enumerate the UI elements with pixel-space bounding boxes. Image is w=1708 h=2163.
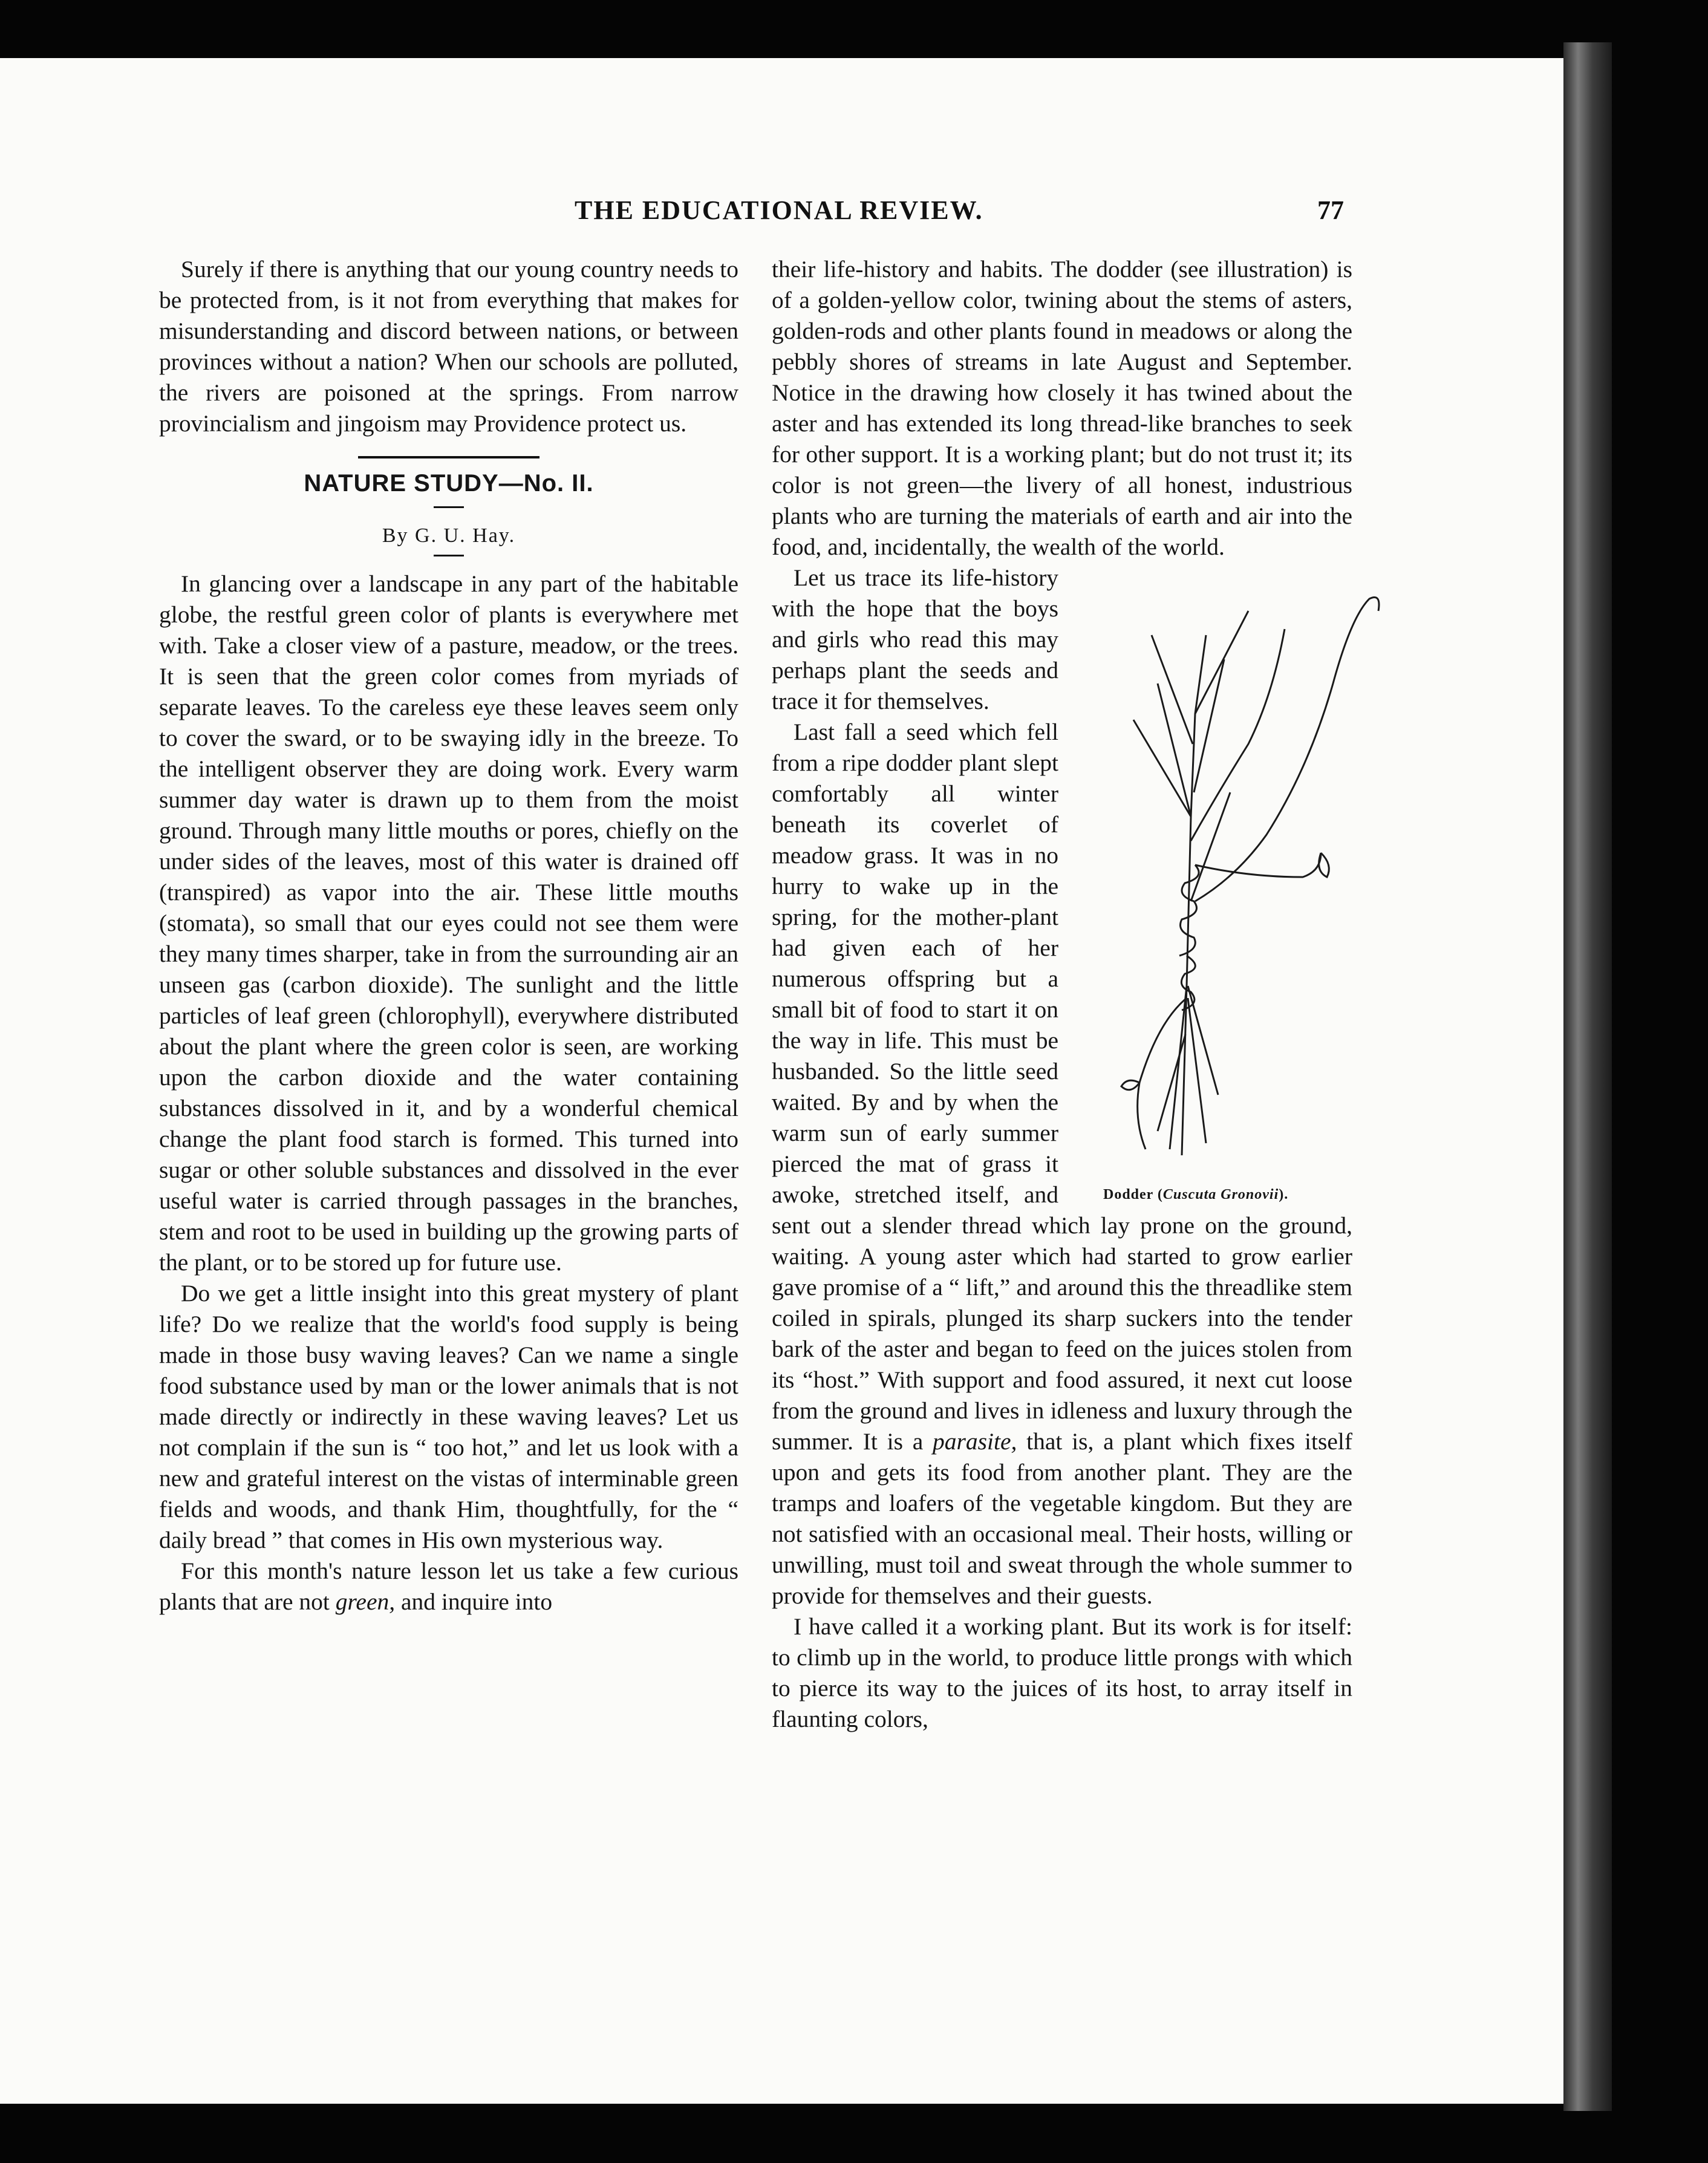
text-run: that is, a plant which fixes itself upon and gets its food from another plant. They are the tramps and loafers of the vegetable kingdom. But they are not satisfied with an occasional meal. Their hosts, willing or unwilling, must toil and sweat through the whole summer to provide for themselves and their guests. (772, 1428, 1352, 1609)
byline-rule-top (434, 506, 464, 508)
article-paragraph: Do we get a little insight into this great mystery of plant life? Do we realize that the world's food supply is being made in those busy waving leaves? Can we name a single food substance used by man or the lower animals that is not made directly or indirectly in these waving leaves? Let us not complain if the sun is “ too hot,” and let us look with a new and grateful interest on the vistas of interminable green fields and woods, and thank Him, thoughtfully, for the “ daily bread ” that comes in His own mysterious way. (159, 1280, 738, 1553)
byline: By G. U. Hay. (382, 524, 516, 547)
caption-text: Dodder ( (1103, 1187, 1163, 1202)
caption-text: ). (1279, 1187, 1289, 1202)
title-rule (358, 456, 539, 458)
article-paragraph: I have called it a working plant. But its work is for itself: to climb up in the world, to produce little prongs with which to pierce its way to the juices of its host, to array itself in flaunting colors, (772, 1613, 1352, 1732)
left-column (159, 254, 738, 1617)
page-header (0, 195, 1708, 231)
dodder-illustration (1067, 563, 1381, 1173)
byline-rule-bottom (434, 555, 464, 556)
emphasis-text: parasite, (933, 1428, 1017, 1455)
dodder-thread (1138, 998, 1187, 1149)
emphasis-text: green, (335, 1588, 396, 1615)
article-paragraph: Let us trace its life-history with the hope that the boys and girls who read this may perhaps plant the seeds and trace it for themselves. (772, 564, 1058, 714)
text-run: Last fall a seed which fell from a ripe dodder plant slept comfortably all winter beneath its coverlet of meadow grass. It was in no hurry to wake up in the spring, for the mother-plant had given each of her numerous offspring but a small bit of food to start it on the way in life. This must be husbanded. So the little seed waited. By and by when the warm sun of early summer pierced the mat of grass it awoke, stretched itself, and sent out a slender thread which lay prone on the ground, waiting. A young aster which had started to grow earlier gave promise of a “ lift,” and around this the threadlike stem coiled in spirals, plunged its sharp suckers into the tender bark of the aster and began to feed on the juices stolen from its “host.” With support and food assured, it next cut loose from the ground and lives in idleness and luxury through the summer. It is a (772, 719, 1352, 1455)
text-run: For this month's nature lesson let us take a few curious plants that are not (159, 1558, 738, 1615)
book-page-edges (1563, 42, 1612, 2111)
dodder-thread (1195, 598, 1379, 902)
page-number: 77 (1317, 195, 1344, 225)
caption-species: Cuscuta Gronovii (1162, 1187, 1279, 1202)
figure-wrap (772, 563, 1352, 1735)
dodder-figure (1067, 563, 1381, 1204)
text-run: and inquire into (395, 1588, 553, 1615)
article-paragraph: In glancing over a landscape in any part of the habitable globe, the restful green color of plants is everywhere met with. Take a closer view of a pasture, meadow, or the trees. It is seen that the green color comes from myriads of separate leaves. To the careless eye these leaves seem only to cover the sward, or to be swaying idly in the breeze. To the intelligent observer they are doing work. Every warm summer day water is drawn up to them from the moist ground. Through many little mouths or pores, chiefly on the under sides of the leaves, most of this water is drained off (transpired) as vapor into the air. These little mouths (stomata), so small that our eyes could not see them were they many times sharper, take in from the surrounding air an unseen gas (carbon dioxide). The sunlight and the little particles of leaf green (chlorophyll), everywhere distributed about the plant where the green color is seen, are working upon the carbon dioxide and the water containing substances dissolved in it, and by a wonderful chemical change the plant food starch is formed. This turned into sugar or other soluble substances and dissolved in the ever useful water is carried through passages in the branches, stem and root to be used in building up the growing parts of the plant, or to be stored up for future use. (159, 570, 738, 1276)
right-column (772, 254, 1352, 1735)
article-paragraph: their life-history and habits. The dodder (see illustration) is of a golden-yellow color, twining about the stems of asters, golden-rods and other plants found in meadows or along the pebbly shores of streams in late August and September. Notice in the drawing how closely it has twined about the aster and has extended its long thread-like branches to seek for other support. It is a working plant; but do not trust it; its color is not green—the livery of all honest, industrious plants who are turning the materials of earth and air into the food, and, incidentally, the wealth of the world. (772, 256, 1352, 560)
article-paragraph (159, 1556, 738, 1617)
article-title: NATURE STUDY—No. II. (304, 470, 594, 497)
intro-paragraph: Surely if there is anything that our young country needs to be protected from, is it not from everything that makes for misunderstanding and discord between nations, or between provinces without a nation? When our schools are polluted, the rivers are poisoned at the springs. From narrow provincialism and jingoism may Providence protect us. (159, 256, 738, 437)
running-head: THE EDUCATIONAL REVIEW. (575, 195, 983, 225)
figure-caption (1103, 1179, 1288, 1210)
